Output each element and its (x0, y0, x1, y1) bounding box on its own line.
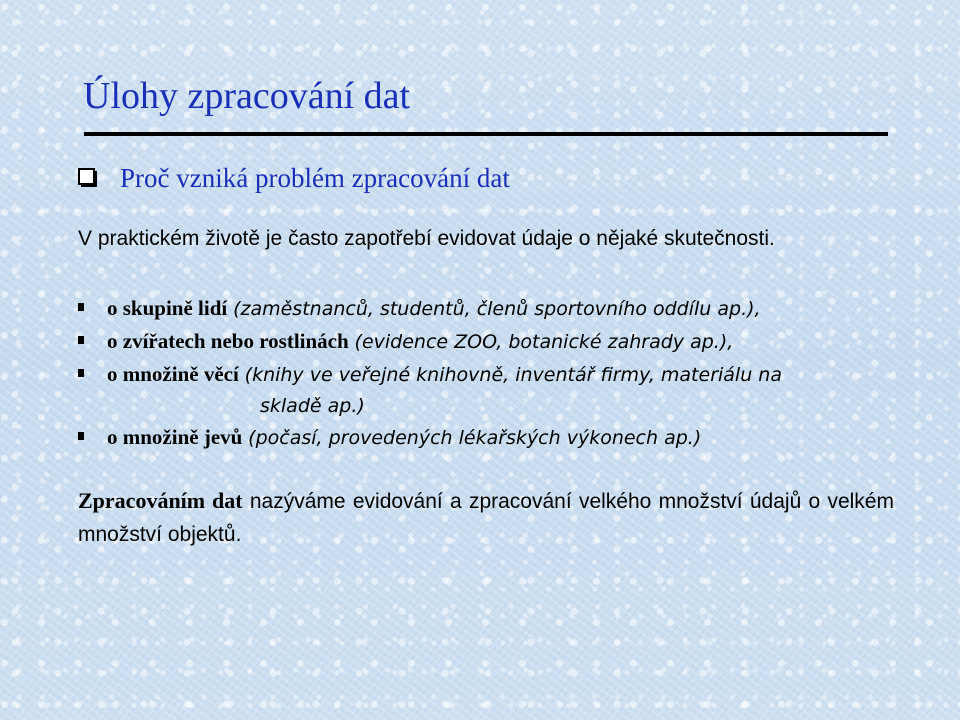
bullet-lead: o množině věcí (107, 362, 239, 386)
square-bullet-icon (78, 303, 84, 311)
bullet-detail: (evidence ZOO, botanické zahrady ap.), (354, 331, 734, 353)
slide-title: Úlohy zpracování dat (83, 75, 411, 117)
square-bullet-icon (78, 336, 84, 344)
bullet-lead: o zvířatech nebo rostlinách (107, 329, 349, 353)
subheading-text: Proč vzniká problém zpracování dat (120, 163, 510, 193)
bullet-detail: (počasí, provedených lékařských výkonech ap.) (248, 427, 702, 449)
square-bullet-icon (78, 432, 84, 440)
intro-text: V praktickém životě je často zapotřebí evidovat údaje o nějaké skutečnosti. (78, 227, 775, 250)
list-item (78, 421, 898, 455)
checkbox-icon (78, 168, 98, 188)
title-underline (84, 132, 888, 136)
list-item (78, 325, 898, 359)
bullet-detail-continuation: skladě ap.) (260, 394, 365, 417)
list-item (78, 358, 898, 421)
square-bullet-icon (78, 369, 84, 377)
list-item (78, 292, 898, 326)
definition-term: Zpracováním dat (78, 488, 243, 513)
bullet-detail: (zaměstnanců, studentů, členů sportovního oddílu ap.), (233, 298, 761, 320)
definition-paragraph (78, 484, 894, 551)
definition-text: nazýváme evidování a zpracování velkého množství údajů o velkém množství objektů. (78, 490, 894, 546)
bullet-lead: o skupině lidí (107, 296, 228, 320)
subheading (78, 162, 510, 194)
bullet-lead: o množině jevů (107, 425, 243, 449)
bullet-detail: (knihy ve veřejné knihovně, inventář firmy, materiálu na (244, 364, 782, 386)
